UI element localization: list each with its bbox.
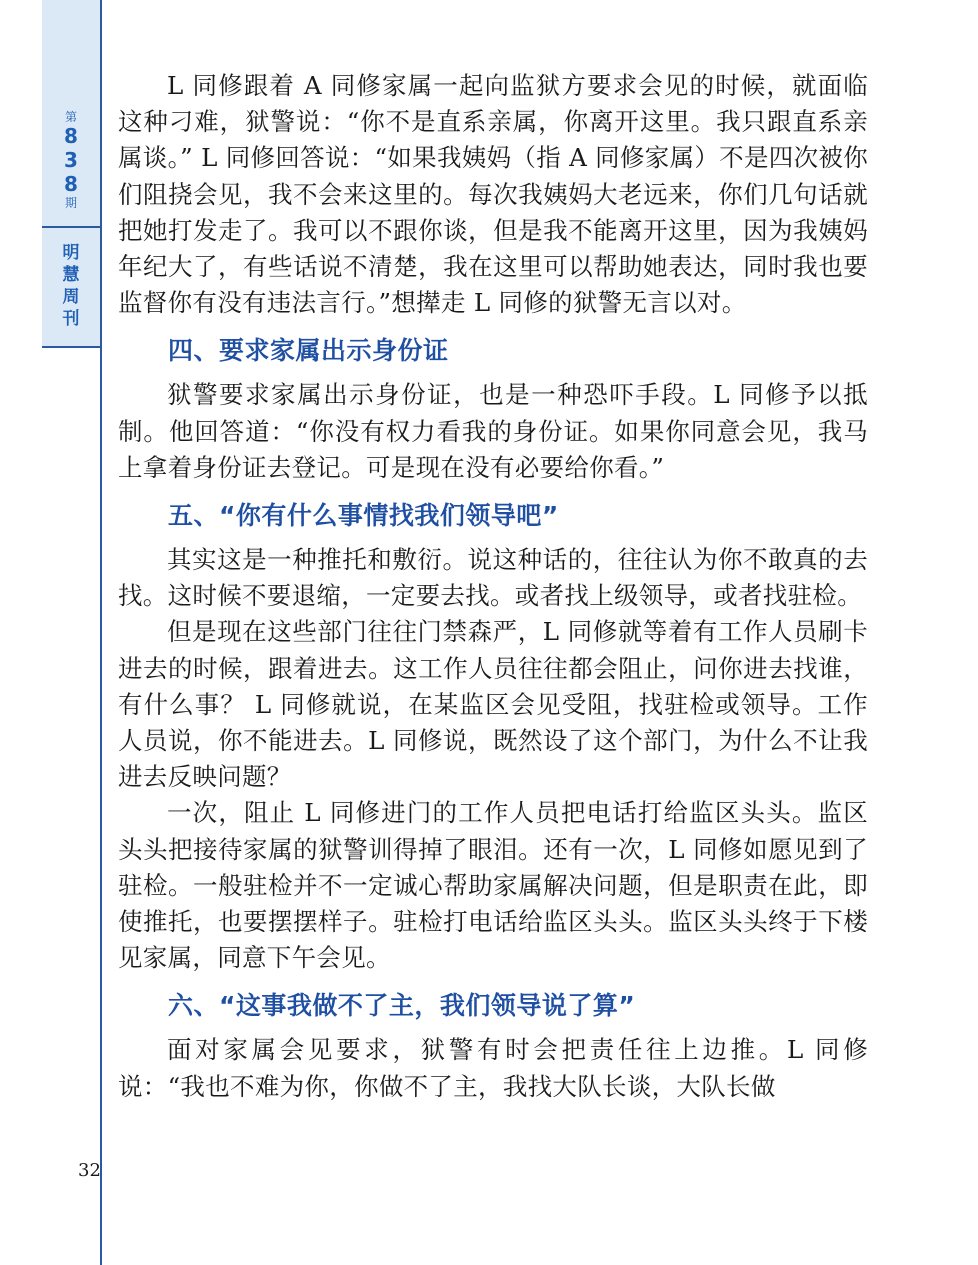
issue-digit: 3 xyxy=(64,148,78,172)
issue-number xyxy=(42,110,100,210)
magazine-name-char: 慧 xyxy=(62,265,80,285)
article-body xyxy=(118,68,868,1105)
issue-suffix: 期 xyxy=(64,196,77,210)
issue-prefix: 第 xyxy=(64,110,77,124)
margin-rule-top xyxy=(42,226,100,228)
magazine-name xyxy=(42,242,100,330)
paragraph: 一次，阻止 L 同修进门的工作人员把电话打给监区头头。监区头头把接待家属的狱警训得掉了眼泪。还有一次，L 同修如愿见到了驻检。一般驻检并不一定诚心帮助家属解决问题，但是职责在此，即使推托，也要摆摆样子。驻检打电话给监区头头。监区头头终于下楼见家属，同意下午会见。 xyxy=(118,798,868,973)
magazine-name-char: 周 xyxy=(62,287,80,307)
section-heading: 四、要求家属出示身份证 xyxy=(168,336,449,366)
paragraph: 其实这是一种推托和敷衍。说这种话的，往往认为你不敢真的去找。这时候不要退缩，一定要去找。或者找上级领导，或者找驻检。 xyxy=(118,545,868,611)
paragraph: 狱警要求家属出示身份证，也是一种恐吓手段。L 同修予以抵制。他回答道：“你没有权力看我的身份证。如果你同意会见，我马上拿着身份证去登记。可是现在没有必要给你看。” xyxy=(118,380,868,482)
issue-digit: 8 xyxy=(64,124,78,148)
margin-vertical-rule xyxy=(100,0,102,1265)
paragraph: L 同修跟着 A 同修家属一起向监狱方要求会见的时候，就面临这种刁难，狱警说：“你不是直系亲属，你离开这里。我只跟直系亲属谈。” L 同修回答说：“如果我姨妈（指 A 同修家属）不是四次被你们阻挠会见，我不会来这里的。每次我姨妈大老远来，你们几句话就把她打发走了。我可以不跟你谈，但是我不能离开这里，因为我姨妈年纪大了，有些话说不清楚，我在这里可以帮助她表达，同时我也要监督你有没有违法言行。”想撵走 L 同修的狱警无言以对。 xyxy=(118,71,868,318)
page-number: 32 xyxy=(78,1160,101,1181)
margin-rule-bottom xyxy=(42,346,100,348)
paragraph: 但是现在这些部门往往门禁森严，L 同修就等着有工作人员刷卡进去的时候，跟着进去。这工作人员往往都会阻止，问你进去找谁，有什么事？ L 同修就说，在某监区会见受阻，找驻检或领导。工作人员说，你不能进去。L 同修说，既然设了这个部门，为什么不让我进去反映问题？ xyxy=(118,617,868,792)
section-heading: 五、“你有什么事情找我们领导吧” xyxy=(168,501,559,531)
issue-digit: 8 xyxy=(64,172,78,196)
magazine-name-char: 刊 xyxy=(62,309,80,329)
section-heading: 六、“这事我做不了主，我们领导说了算” xyxy=(168,991,636,1021)
paragraph: 面对家属会见要求，狱警有时会把责任往上边推。L 同修说：“我也不难为你，你做不了主，我找大队长谈，大队长做 xyxy=(118,1035,868,1101)
magazine-name-char: 明 xyxy=(62,243,80,263)
